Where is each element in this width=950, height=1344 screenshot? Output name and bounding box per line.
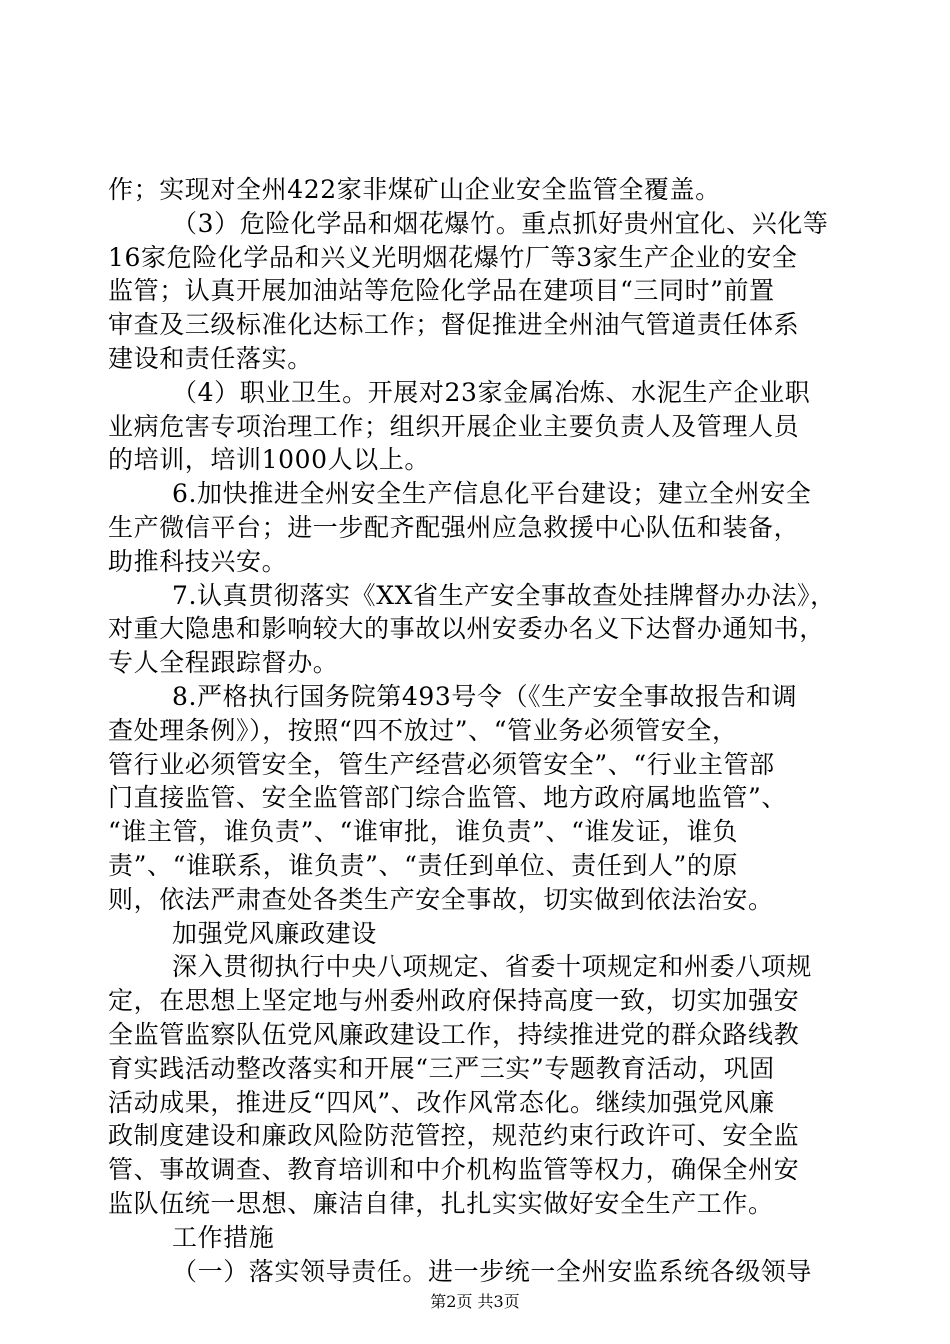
text-line: 则，依法严肃查处各类生产安全事故，切实做到依法治安。 <box>108 884 774 914</box>
text-line: 对重大隐患和影响较大的事故以州安委办名义下达督办通知书， <box>108 614 825 644</box>
text-line: 的培训，培训1000人以上。 <box>108 445 431 475</box>
text-line: 6.加快推进全州安全生产信息化平台建设；建立全州安全 <box>172 479 812 509</box>
text-line: 责”、“谁联系，谁负责”、“责任到单位、责任到人”的原 <box>108 851 739 880</box>
text-line: （4）职业卫生。开展对23家金属冶炼、水泥生产企业职 <box>172 377 811 407</box>
section-heading: 加强党风廉政建设 <box>172 918 377 948</box>
text-line: 定，在思想上坚定地与州委州政府保持高度一致，切实加强安 <box>108 986 800 1016</box>
text-line: 监队伍统一思想、廉洁自律，扎扎实实做好安全生产工作。 <box>108 1189 774 1218</box>
text-line: 育实践活动整改落实和开展“三严三实”专题教育活动，巩固 <box>108 1053 775 1083</box>
text-line: 审查及三级标准化达标工作；督促推进全州油气管道责任体系 <box>108 310 800 340</box>
page-footer: 第2页 共3页 <box>430 1292 520 1311</box>
text-line: （3）危险化学品和烟花爆竹。重点抓好贵州宜化、兴化等 <box>172 208 829 238</box>
text-line: “谁主管，谁负责”、“谁审批，谁负责”、“谁发证，谁负 <box>108 817 739 847</box>
text-line: 管行业必须管安全，管生产经营必须管安全”、“行业主管部 <box>108 749 775 779</box>
text-line: 7.认真贯彻落实《XX省生产安全事故查处挂牌督办办法》， <box>172 580 836 610</box>
text-line: 监管；认真开展加油站等危险化学品在建项目“三同时”前置 <box>108 276 775 306</box>
section-heading: 工作措施 <box>172 1222 275 1252</box>
text-line: 专人全程跟踪督办。 <box>108 648 339 678</box>
text-line: 8.严格执行国务院第493号令（《生产安全事故报告和调 <box>172 682 798 711</box>
text-line: 作；实现对全州422家非煤矿山企业安全监管全覆盖。 <box>108 175 721 204</box>
text-line: 政制度建设和廉政风险防范管控，规范约束行政许可、安全监 <box>108 1121 800 1151</box>
text-line: 深入贯彻执行中央八项规定、省委十项规定和州委八项规 <box>172 952 813 982</box>
text-line: 管、事故调查、教育培训和中介机构监管等权力，确保全州安 <box>108 1155 800 1185</box>
text-line: 全监管监察队伍党风廉政建设工作，持续推进党的群众路线教 <box>108 1020 800 1049</box>
text-line: 活动成果，推进反“四风”、改作风常态化。继续加强党风廉 <box>108 1087 775 1117</box>
text-line: （一）落实领导责任。进一步统一全州安监系统各级领导 <box>172 1256 813 1286</box>
text-line: 查处理条例》），按照“四不放过”、“管业务必须管安全， <box>108 715 738 745</box>
text-line: 生产微信平台；进一步配齐配强州应急救援中心队伍和装备， <box>108 513 800 542</box>
text-line: 门直接监管、安全监管部门综合监管、地方政府属地监管”、 <box>108 783 787 813</box>
text-line: 16家危险化学品和兴义光明烟花爆竹厂等3家生产企业的安全 <box>108 242 798 272</box>
text-line: 建设和责任落实。 <box>108 344 313 373</box>
text-line: 业病危害专项治理工作；组织开展企业主要负责人及管理人员 <box>108 411 800 441</box>
text-line: 助推科技兴安。 <box>108 546 288 576</box>
